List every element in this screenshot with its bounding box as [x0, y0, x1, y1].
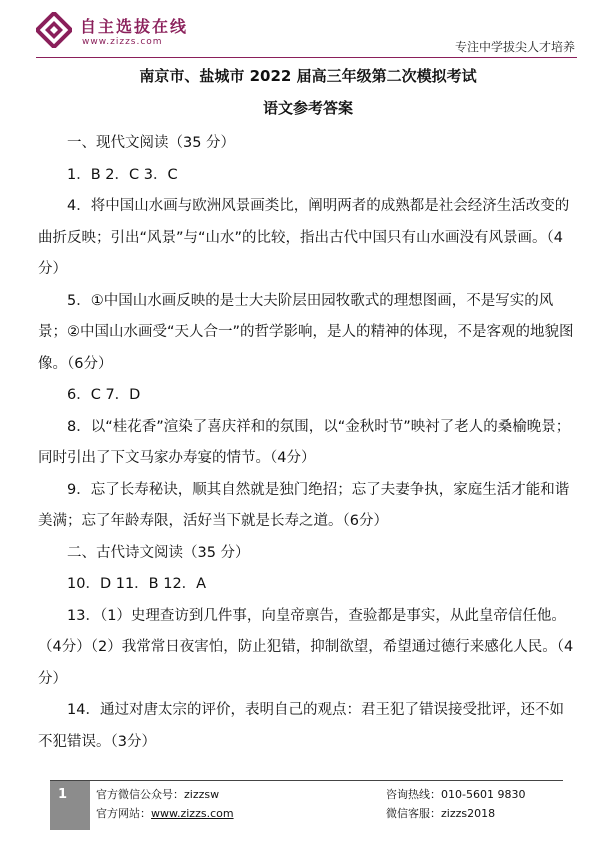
footer-divider — [50, 780, 563, 781]
section-heading: 二、古代诗文阅读（35 分） — [67, 544, 250, 561]
page-number: 1 — [58, 787, 68, 802]
hotline: 咨询热线：010-5601 9830 — [386, 788, 526, 801]
logo-url: www.zizzs.com — [82, 37, 163, 47]
answer-paragraph: 4．将中国山水画与欧洲风景画类比，阐明两者的成熟都是社会经济生活改变的曲折反映；引出“风景”与“山水”的比较，指出古代中国只有山水画没有风景画。（4分） — [38, 198, 570, 277]
page-footer — [50, 780, 563, 830]
answer-paragraph: 14．通过对唐太宗的评价，表明自己的观点：君王犯了错误接受批评，还不如不犯错误。（3分） — [38, 702, 564, 750]
document-subtitle: 语文参考答案 — [262, 99, 353, 117]
section-heading: 一、现代文阅读（35 分） — [67, 135, 236, 151]
answer-paragraph: 8．以“桂花香”渲染了喜庆祥和的氛围，以“金秋时节”映衬了老人的桑榆晚景；同时引出了下文马家办寿宴的情节。（4分） — [38, 418, 571, 466]
answer-paragraph: 6．C 7．D — [67, 387, 141, 403]
answer-paragraph: 5．①中国山水画反映的是士大夫阶层田园牧歌式的理想图画，不是写实的风景；②中国山水画受“天人合一”的哲学影响，是人的精神的体现，不是客观的地貌图像。（6分） — [38, 292, 574, 372]
answer-paragraph: 9．忘了长寿秘诀，顺其自然就是独门绝招；忘了夫妻争执，家庭生活才能和谐美满；忘了年龄寿限，活好当下就是长寿之道。（6分） — [38, 481, 570, 529]
logo-text: 自主选拔在线 — [80, 17, 189, 36]
website-link[interactable]: www.zizzs.com — [151, 807, 234, 820]
logo-icon — [36, 12, 72, 52]
answer-paragraph: 1．B 2．C 3．C — [67, 166, 178, 183]
document-title: 南京市、盐城市 2022 届高三年级第二次模拟考试 — [139, 67, 477, 85]
header-divider — [36, 57, 577, 58]
header-slogan: 专注中学拔尖人才培养 — [454, 40, 575, 54]
page-header — [0, 0, 613, 62]
answer-paragraph: 13．（1）史理查访到几件事，向皇帝禀告，查验都是事实，从此皇帝信任他。（4分）（2）我常常日夜害怕，防止犯错，抑制欲望，希望通过德行来感化人民。（4分） — [38, 607, 574, 687]
wechat-service: 微信客服：zizzs2018 — [386, 807, 496, 820]
answer-paragraph: 10．D 11．B 12．A — [67, 576, 207, 592]
website-label: 官方网站： — [96, 807, 151, 820]
official-website — [96, 805, 234, 821]
document-body — [38, 66, 578, 758]
page-number-box — [50, 781, 90, 830]
wechat-public-account: 官方微信公众号：zizzsw — [96, 788, 220, 801]
